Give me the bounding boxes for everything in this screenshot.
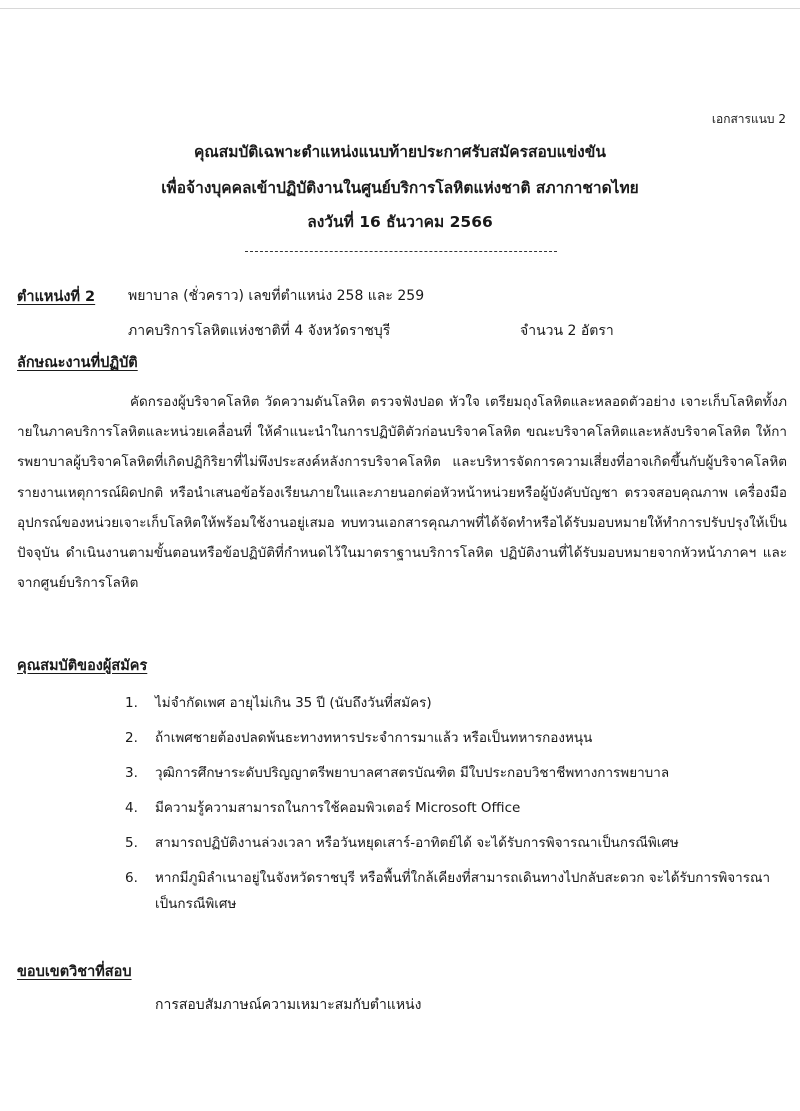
top-border-line — [0, 8, 800, 9]
qualification-text: หากมีภูมิลำเนาอยู่ในจังหวัดราชบุรี หรือพื้นที่ใกล้เคียงที่สามารถเดินทางไปกลับสะดวก จะได้รับการพิจารณาเป็นกรณีพิเศษ — [155, 870, 771, 912]
qualification-number: 3. — [125, 765, 138, 781]
qualifications-heading: คุณสมบัติของผู้สมัคร — [17, 658, 148, 674]
exam-scope-text: การสอบสัมภาษณ์ความเหมาะสมกับตำแหน่ง — [155, 997, 422, 1013]
exam-scope-heading: ขอบเขตวิชาที่สอบ — [17, 964, 132, 980]
qualification-number: 5. — [125, 835, 138, 851]
position-label: ตำแหน่งที่ 2 — [17, 289, 96, 305]
qualification-item — [125, 830, 785, 856]
title-line-1: คุณสมบัติเฉพาะตำแหน่งแนบท้ายประกาศรับสมัครสอบแข่งขัน — [194, 143, 606, 161]
qualification-text: วุฒิการศึกษาระดับปริญญาตรีพยาบาลศาสตรบัณฑิต มีใบประกอบวิชาชีพทางการพยาบาล — [155, 765, 670, 781]
qualification-text: สามารถปฏิบัติงานล่วงเวลา หรือวันหยุดเสาร์-อาทิตย์ได้ จะได้รับการพิจารณาเป็นกรณีพิเศษ — [155, 835, 679, 851]
qualification-item — [125, 795, 785, 821]
qualification-text: มีความรู้ความสามารถในการใช้คอมพิวเตอร์ Microsoft Office — [155, 800, 521, 816]
qualification-number: 4. — [125, 800, 138, 816]
title-line-2: เพื่อจ้างบุคคลเข้าปฏิบัติงานในศูนย์บริการโลหิตแห่งชาติ สภากาชาดไทย — [161, 179, 639, 197]
qualification-number: 2. — [125, 730, 138, 746]
qualification-item — [125, 760, 785, 786]
title-date-line: ลงวันที่ 16 ธันวาคม 2566 — [307, 213, 493, 231]
qualification-number: 1. — [125, 695, 138, 711]
qualification-text: ไม่จำกัดเพศ อายุไม่เกิน 35 ปี (นับถึงวันที่สมัคร) — [155, 695, 432, 711]
attachment-label: เอกสารแนบ 2 — [711, 112, 786, 126]
qualifications-list — [125, 690, 785, 926]
dashed-separator — [245, 251, 557, 252]
qualification-item — [125, 865, 785, 917]
qualification-number: 6. — [125, 870, 138, 886]
duties-paragraph: คัดกรองผู้บริจาคโลหิต วัดความดันโลหิต ตรวจฟังปอด หัวใจ เตรียมถุงโลหิตและหลอดตัวอย่าง เจาะเก็บโลหิตทั้งภายในภาคบริการโลหิตและหน่วยเคลื่อนที่ ให้คำแนะนำในการปฏิบัติตัวก่อนบริจาคโลหิต ขณะบริจาคโลหิตและหลังบริจาคโลหิต ให้การพยาบาลผู้บริจาคโลหิตที่เกิดปฏิกิริยาที่ไม่พึงประสงค์หลังการบริจาคโลหิต และบริหารจัดการความเสี่ยงที่อาจเกิดขึ้นกับผู้บริจาคโลหิต รายงานเหตุการณ์ผิดปกติ หรือนำเสนอข้อร้องเรียนภายในและภายนอกต่อหัวหน้าหน่วยหรือผู้บังคับบัญชา ตรวจสอบคุณภาพ เครื่องมือ อุปกรณ์ของหน่วยเจาะเก็บโลหิตให้พร้อมใช้งานอยู่เสมอ ทบทวนเอกสารคุณภาพที่ได้จัดทำหรือได้รับมอบหมายให้ทำการปรับปรุงให้เป็นปัจจุบัน ดำเนินงานตามขั้นตอนหรือข้อปฏิบัติที่กำหนดไว้ในมาตราฐานบริการโลหิต ปฏิบัติงานที่ได้รับมอบหมายจากหัวหน้าภาคฯ และจากศูนย์บริการโลหิต — [17, 394, 787, 592]
position-title: พยาบาล (ชั่วคราว) เลขที่ตำแหน่ง 258 และ 259 — [128, 288, 425, 304]
qualification-item — [125, 690, 785, 716]
position-department: ภาคบริการโลหิตแห่งชาติที่ 4 จังหวัดราชบุรี — [128, 323, 391, 339]
qualification-item — [125, 725, 785, 751]
duties-heading: ลักษณะงานที่ปฏิบัติ — [17, 355, 138, 371]
position-count: จำนวน 2 อัตรา — [520, 323, 614, 339]
qualification-text: ถ้าเพศชายต้องปลดพ้นธะทางทหารประจำการมาแล้ว หรือเป็นทหารกองหนุน — [155, 730, 593, 746]
